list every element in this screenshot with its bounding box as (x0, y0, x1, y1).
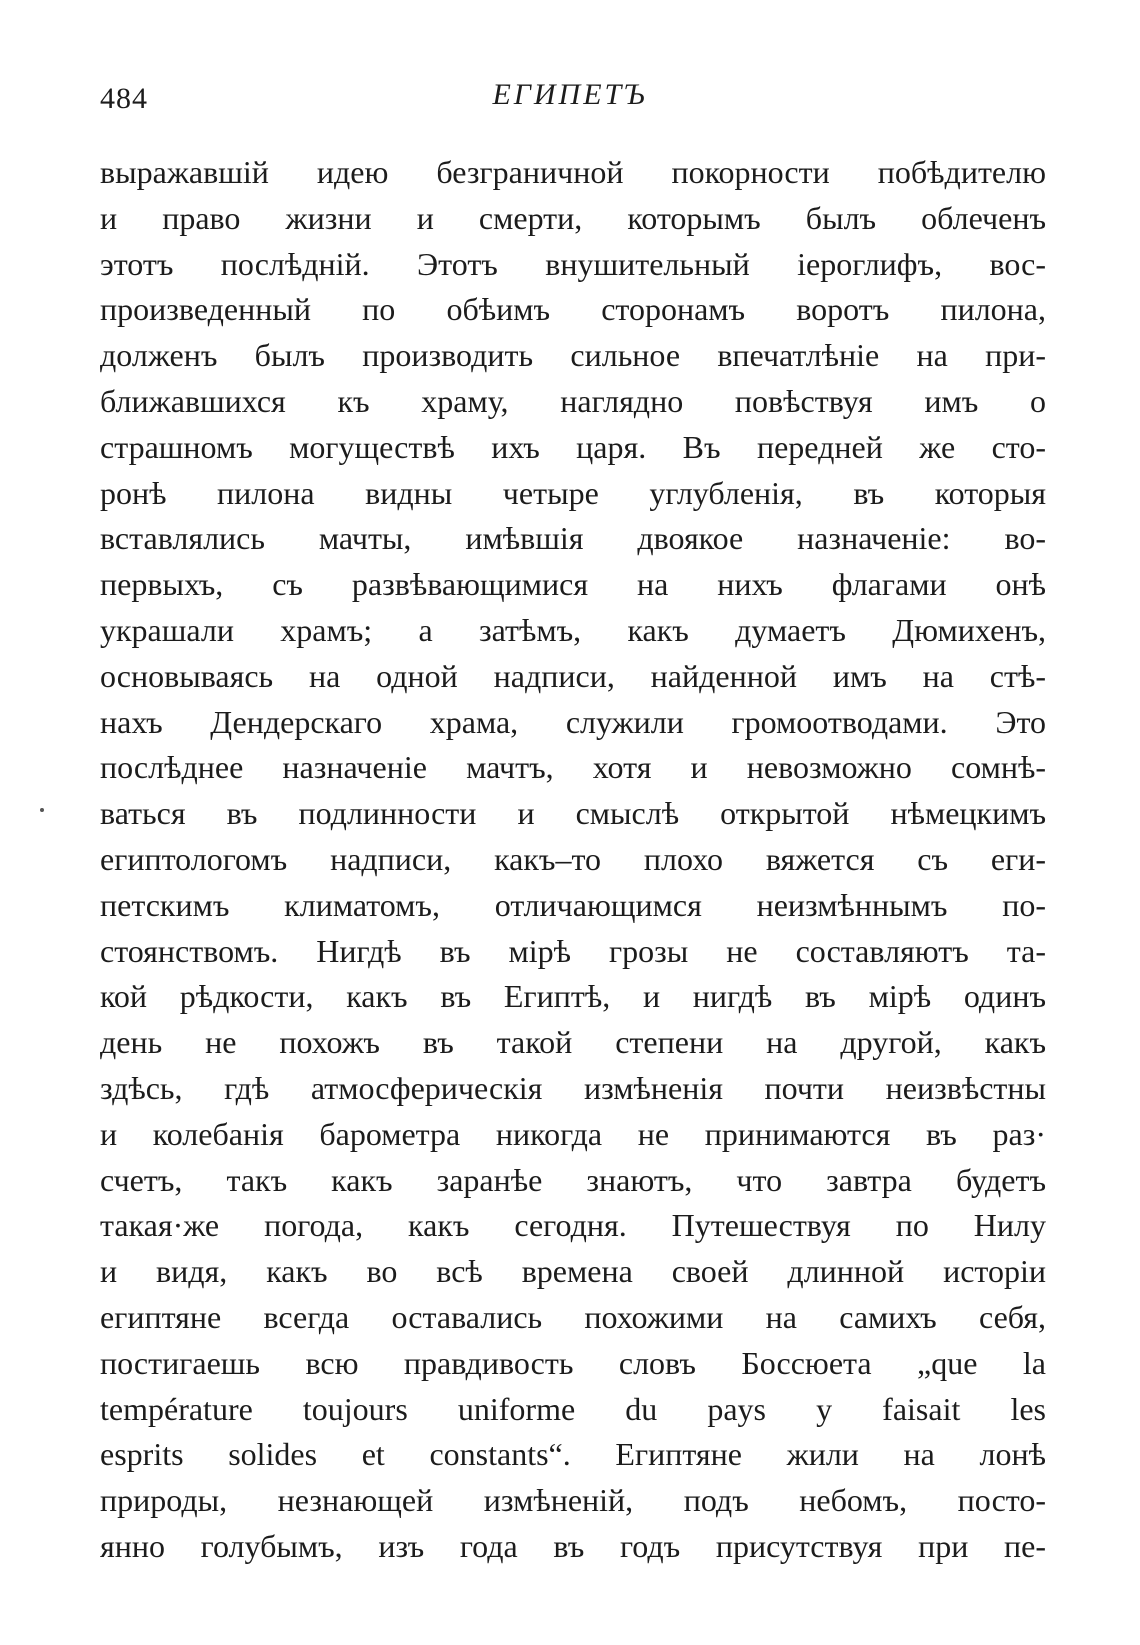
running-title: ЕГИПЕТЪ (492, 78, 648, 111)
text-line: первыхъ, съ развѣвающимися на нихъ флагами онѣ (100, 566, 1046, 603)
text-line: египтологомъ надписи, какъ–то плохо вяжется съ еги- (100, 840, 1046, 877)
text-line: ронѣ пилона видны четыре углубленія, въ которыя (100, 474, 1046, 511)
text-line: счетъ, такъ какъ заранѣе знаютъ, что завтра будетъ (100, 1161, 1046, 1198)
text-line: и колебанія барометра никогда не принимаются въ раз· (100, 1115, 1046, 1152)
text-line: основываясь на одной надписи, найденной имъ на стѣ- (100, 657, 1046, 694)
text-line: esprits solides et constants“. Египтяне жили на лонѣ (100, 1436, 1046, 1473)
text-line: природы, незнающей измѣненій, подъ небомъ, посто- (100, 1482, 1046, 1519)
text-line: стоянствомъ. Нигдѣ въ мірѣ грозы не составляютъ та- (100, 932, 1046, 969)
text-line: ваться въ подлинности и смыслѣ открытой нѣмецкимъ (100, 795, 1046, 832)
text-line: янно голубымъ, изъ года въ годъ присутствуя при пе- (100, 1527, 1046, 1564)
text-line: кой рѣдкости, какъ въ Египтѣ, и нигдѣ въ мірѣ одинъ (100, 978, 1046, 1015)
text-line: постигаешь всю правдивость словъ Боссюета „que la (100, 1344, 1046, 1381)
text-line: здѣсь, гдѣ атмосферическія измѣненія почти неизвѣстны (100, 1069, 1046, 1106)
text-line: вставлялись мачты, имѣвшія двоякое назначеніе: во- (100, 520, 1046, 557)
text-line: долженъ былъ производить сильное впечатлѣніе на при- (100, 337, 1046, 374)
margin-speck (40, 808, 44, 812)
running-head (0, 74, 1140, 124)
text-line: египтяне всегда оставались похожими на самихъ себя, (100, 1298, 1046, 1335)
text-line: и право жизни и смерти, которымъ былъ облеченъ (100, 199, 1046, 236)
text-line: нахъ Дендерскаго храма, служили громоотводами. Это (100, 703, 1046, 740)
text-line: произведенный по обѣимъ сторонамъ воротъ пилона, (100, 291, 1046, 328)
text-line: этотъ послѣдній. Этотъ внушительный іероглифъ, вос- (100, 245, 1046, 282)
text-line: ближавшихся къ храму, наглядно повѣствуя имъ о (100, 382, 1046, 419)
text-line: страшномъ могуществѣ ихъ царя. Въ передней же сто- (100, 428, 1046, 465)
text-line: послѣднее назначеніе мачтъ, хотя и невозможно сомнѣ- (100, 749, 1046, 786)
body-text (100, 150, 1046, 1570)
text-line: такая·же погода, какъ сегодня. Путешествуя по Нилу (100, 1207, 1046, 1244)
text-line: и видя, какъ во всѣ времена своей длинной исторіи (100, 1253, 1046, 1290)
text-line: украшали храмъ; а затѣмъ, какъ думаетъ Дюмихенъ, (100, 611, 1046, 648)
text-line: выражавшій идею безграничной покорности побѣдителю (100, 154, 1046, 190)
text-line: день не похожъ въ такой степени на другой, какъ (100, 1024, 1046, 1061)
text-line: température toujours uniforme du pays y faisait les (100, 1390, 1046, 1427)
text-line: петскимъ климатомъ, отличающимся неизмѣннымъ по- (100, 886, 1046, 923)
page-number: 484 (100, 82, 148, 115)
